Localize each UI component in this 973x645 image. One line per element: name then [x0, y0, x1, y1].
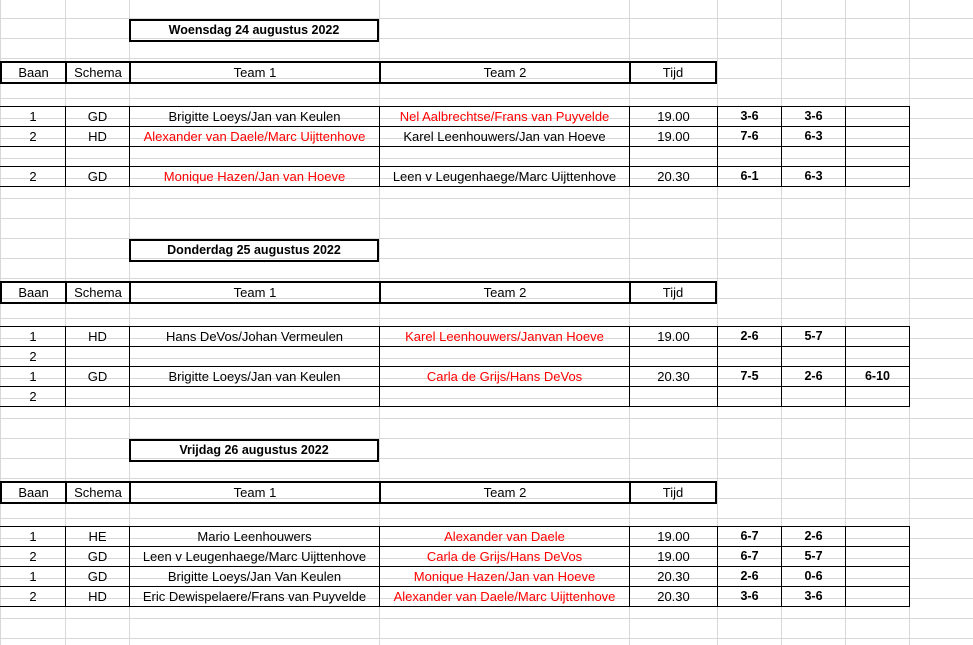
cell-s1[interactable]: 6-1 [717, 166, 782, 187]
cell-tijd[interactable]: 19.00 [629, 546, 718, 567]
cell-s2[interactable]: 6-3 [781, 126, 846, 147]
cell-baan[interactable]: 2 [0, 586, 66, 607]
cell-s2[interactable] [781, 346, 846, 367]
header-baan[interactable]: Baan [0, 61, 67, 84]
cell-s1[interactable] [717, 386, 782, 407]
header-baan[interactable]: Baan [0, 481, 67, 504]
cell-s1[interactable]: 7-5 [717, 366, 782, 387]
cell-s2[interactable]: 2-6 [781, 526, 846, 547]
cell-baan[interactable]: 2 [0, 546, 66, 567]
cell-s3[interactable] [845, 566, 910, 587]
cell-team1[interactable] [129, 386, 380, 407]
cell-baan[interactable]: 1 [0, 326, 66, 347]
cell-s3[interactable] [845, 166, 910, 187]
section-date-title[interactable]: Vrijdag 26 augustus 2022 [129, 439, 379, 462]
cell-team1[interactable]: Brigitte Loeys/Jan van Keulen [129, 106, 380, 127]
header-baan[interactable]: Baan [0, 281, 67, 304]
cell-s1[interactable]: 2-6 [717, 326, 782, 347]
cell-tijd[interactable] [629, 386, 718, 407]
cell-team1[interactable]: Brigitte Loeys/Jan Van Keulen [129, 566, 380, 587]
cell-team1[interactable]: Brigitte Loeys/Jan van Keulen [129, 366, 380, 387]
cell-team2[interactable]: Carla de Grijs/Hans DeVos [379, 546, 630, 567]
header-tijd[interactable]: Tijd [629, 481, 717, 504]
cell-s3[interactable] [845, 526, 910, 547]
cell-team2[interactable]: Karel Leenhouwers/Janvan Hoeve [379, 326, 630, 347]
cell-team2[interactable]: Alexander van Daele [379, 526, 630, 547]
cell-s1[interactable] [717, 346, 782, 367]
cell-s3[interactable] [845, 126, 910, 147]
header-schema[interactable]: Schema [65, 61, 131, 84]
cell-baan[interactable]: 2 [0, 346, 66, 367]
cell-tijd[interactable]: 20.30 [629, 586, 718, 607]
cell-team1[interactable]: Alexander van Daele/Marc Uijttenhove [129, 126, 380, 147]
cell-baan[interactable]: 1 [0, 566, 66, 587]
cell-team1[interactable]: Leen v Leugenhaege/Marc Uijttenhove [129, 546, 380, 567]
cell-tijd[interactable]: 20.30 [629, 166, 718, 187]
cell-team1[interactable]: Monique Hazen/Jan van Hoeve [129, 166, 380, 187]
cell-s2[interactable] [781, 386, 846, 407]
header-tijd[interactable]: Tijd [629, 281, 717, 304]
cell-s1[interactable]: 6-7 [717, 526, 782, 547]
cell-s2[interactable]: 5-7 [781, 546, 846, 567]
cell-s1[interactable]: 7-6 [717, 126, 782, 147]
cell-schema[interactable]: HD [65, 586, 130, 607]
cell-team1[interactable]: Eric Dewispelaere/Frans van Puyvelde [129, 586, 380, 607]
cell-baan[interactable]: 2 [0, 166, 66, 187]
cell-schema[interactable]: GD [65, 546, 130, 567]
cell-s3[interactable]: 6-10 [845, 366, 910, 387]
cell-s2[interactable]: 3-6 [781, 106, 846, 127]
cell-schema[interactable] [65, 346, 130, 367]
cell-tijd[interactable]: 20.30 [629, 566, 718, 587]
section-date-title[interactable]: Donderdag 25 augustus 2022 [129, 239, 379, 262]
header-schema[interactable]: Schema [65, 481, 131, 504]
cell-s3[interactable] [845, 346, 910, 367]
cell-schema[interactable]: HD [65, 126, 130, 147]
cell-tijd[interactable]: 20.30 [629, 366, 718, 387]
cell-baan[interactable]: 1 [0, 526, 66, 547]
cell-schema[interactable]: GD [65, 106, 130, 127]
cell-team2[interactable]: Karel Leenhouwers/Jan van Hoeve [379, 126, 630, 147]
cell-tijd[interactable]: 19.00 [629, 106, 718, 127]
cell-team1[interactable] [129, 346, 380, 367]
header-schema[interactable]: Schema [65, 281, 131, 304]
cell-s3[interactable] [845, 146, 910, 167]
cell-team1[interactable]: Hans DeVos/Johan Vermeulen [129, 326, 380, 347]
header-team1[interactable]: Team 1 [129, 61, 381, 84]
cell-team1[interactable] [129, 146, 380, 167]
header-team1[interactable]: Team 1 [129, 481, 381, 504]
cell-s1[interactable]: 3-6 [717, 586, 782, 607]
cell-schema[interactable] [65, 146, 130, 167]
cell-s3[interactable] [845, 326, 910, 347]
cell-s1[interactable]: 2-6 [717, 566, 782, 587]
cell-team2[interactable]: Leen v Leugenhaege/Marc Uijttenhove [379, 166, 630, 187]
cell-baan[interactable]: 1 [0, 366, 66, 387]
cell-schema[interactable]: GD [65, 366, 130, 387]
cell-team2[interactable]: Alexander van Daele/Marc Uijttenhove [379, 586, 630, 607]
header-tijd[interactable]: Tijd [629, 61, 717, 84]
cell-baan[interactable] [0, 146, 66, 167]
cell-s3[interactable] [845, 386, 910, 407]
header-team2[interactable]: Team 2 [379, 61, 631, 84]
cell-tijd[interactable] [629, 346, 718, 367]
cell-team2[interactable] [379, 386, 630, 407]
cell-team2[interactable] [379, 146, 630, 167]
cell-s3[interactable] [845, 106, 910, 127]
cell-s1[interactable]: 6-7 [717, 546, 782, 567]
cell-tijd[interactable]: 19.00 [629, 126, 718, 147]
cell-s1[interactable] [717, 146, 782, 167]
cell-baan[interactable]: 1 [0, 106, 66, 127]
cell-team1[interactable]: Mario Leenhouwers [129, 526, 380, 547]
cell-schema[interactable]: GD [65, 566, 130, 587]
cell-schema[interactable]: GD [65, 166, 130, 187]
cell-s2[interactable]: 2-6 [781, 366, 846, 387]
cell-s2[interactable]: 0-6 [781, 566, 846, 587]
cell-team2[interactable] [379, 346, 630, 367]
cell-s1[interactable]: 3-6 [717, 106, 782, 127]
cell-schema[interactable]: HD [65, 326, 130, 347]
cell-s2[interactable]: 3-6 [781, 586, 846, 607]
cell-s2[interactable]: 6-3 [781, 166, 846, 187]
cell-tijd[interactable]: 19.00 [629, 526, 718, 547]
cell-tijd[interactable] [629, 146, 718, 167]
section-date-title[interactable]: Woensdag 24 augustus 2022 [129, 19, 379, 42]
cell-schema[interactable]: HE [65, 526, 130, 547]
header-team2[interactable]: Team 2 [379, 281, 631, 304]
cell-team2[interactable]: Nel Aalbrechtse/Frans van Puyvelde [379, 106, 630, 127]
cell-baan[interactable]: 2 [0, 386, 66, 407]
cell-s2[interactable]: 5-7 [781, 326, 846, 347]
cell-s3[interactable] [845, 586, 910, 607]
cell-team2[interactable]: Carla de Grijs/Hans DeVos [379, 366, 630, 387]
header-team1[interactable]: Team 1 [129, 281, 381, 304]
cell-tijd[interactable]: 19.00 [629, 326, 718, 347]
cell-s2[interactable] [781, 146, 846, 167]
cell-schema[interactable] [65, 386, 130, 407]
cell-team2[interactable]: Monique Hazen/Jan van Hoeve [379, 566, 630, 587]
cell-baan[interactable]: 2 [0, 126, 66, 147]
cell-s3[interactable] [845, 546, 910, 567]
header-team2[interactable]: Team 2 [379, 481, 631, 504]
